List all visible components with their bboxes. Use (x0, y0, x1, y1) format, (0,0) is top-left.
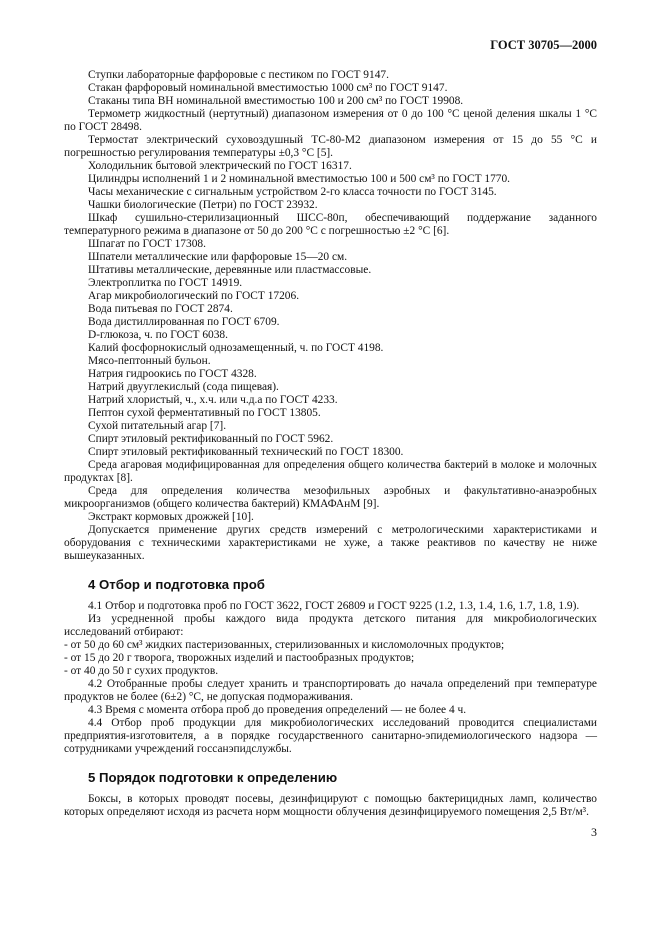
equipment-item: Электроплитка по ГОСТ 14919. (88, 277, 243, 289)
paragraph-sampling-intro: Из усредненной пробы каждого вида продукта детского питания для микробиологических исследований отбирают: (64, 613, 597, 638)
paragraph-4-1: 4.1 Отбор и подготовка проб по ГОСТ 3622, ГОСТ 26809 и ГОСТ 9225 (1.2, 1.3, 1.4, 1.6, 1.7, 1.8, 1.9). (88, 600, 580, 612)
equipment-item: Термометр жидкостный (нертутный) диапазоном измерения от 0 до 100 °С ценой деления шкалы 1 °С по ГОСТ 28498. (64, 108, 597, 133)
equipment-item: Шпатели металлические или фарфоровые 15—20 см. (88, 251, 348, 263)
equipment-item: Допускается применение других средств измерений с метрологическими характеристиками и оборудования с техническими характеристиками не хуже, а также реактивов по качеству не ниже вышеуказанных. (64, 524, 597, 562)
equipment-item: Вода питьевая по ГОСТ 2874. (88, 303, 233, 315)
paragraph-5-1: Боксы, в которых проводят посевы, дезинфицируют с помощью бактерицидных ламп, количество которых определяют исходя из расчета норм мощности облучения дезинфицируемого помещения 2,5 Вт/м³. (64, 793, 597, 818)
equipment-list (64, 69, 597, 563)
equipment-item: Шпагат по ГОСТ 17308. (88, 238, 206, 250)
paragraph-4-3: 4.3 Время с момента отбора проб до проведения определений — не более 4 ч. (88, 704, 467, 716)
equipment-item: Сухой питательный агар [7]. (88, 420, 227, 432)
equipment-item: Цилиндры исполнений 1 и 2 номинальной вместимостью 100 и 500 см³ по ГОСТ 1770. (88, 173, 511, 185)
equipment-item: Среда агаровая модифицированная для определения общего количества бактерий в молоке и молочных продуктах [8]. (64, 459, 597, 484)
equipment-item: Экстракт кормовых дрожжей [10]. (88, 511, 254, 523)
equipment-item: Термостат электрический суховоздушный ТС-80-М2 диапазоном измерения от 15 до 55 °С и погрешностью регулирования температуры ±0,3 °С [5]. (64, 134, 597, 159)
bullet-item: - от 50 до 60 см³ жидких пастеризованных, стерилизованных и кисломолочных продуктов; (64, 639, 505, 651)
equipment-item: Пептон сухой ферментативный по ГОСТ 13805. (88, 407, 321, 419)
equipment-item: Спирт этиловый ректификованный по ГОСТ 5962. (88, 433, 334, 445)
equipment-item: Чашки биологические (Петри) по ГОСТ 23932. (88, 199, 318, 211)
document-code: ГОСТ 30705—2000 (490, 38, 597, 52)
paragraph-4-2: 4.2 Отобранные пробы следует хранить и транспортировать до начала определений при температуре продуктов не более (6±2) °С, не допуская подмораживания. (64, 678, 597, 703)
equipment-item: Среда для определения количества мезофильных аэробных и факультативно-анаэробных микроорганизмов (общего количества бактерий) КМАФАнМ [9]. (64, 485, 597, 510)
paragraph-4-4: 4.4 Отбор проб продукции для микробиологических исследований проводится специалистами предприятия-изготовителя, а в порядке государственного санитарно-эпидемиологического надзора — сотрудниками учреждений госсанэпидслужбы. (64, 717, 597, 755)
equipment-item: Натрий хлористый, ч., х.ч. или ч.д.а по ГОСТ 4233. (88, 394, 338, 406)
equipment-item: Натрия гидроокись по ГОСТ 4328. (88, 368, 257, 380)
equipment-item: Мясо-пептонный бульон. (88, 355, 211, 367)
page-number: 3 (591, 825, 597, 839)
equipment-item: Натрий двууглекислый (сода пищевая). (88, 381, 279, 393)
equipment-item: Калий фосфорнокислый однозамещенный, ч. по ГОСТ 4198. (88, 342, 384, 354)
equipment-item: Шкаф сушильно-стерилизационный ШСС-80п, обеспечивающий поддержание заданного температурного режима в диапазоне от 50 до 200 °С с погрешностью ±2 °С [6]. (64, 212, 597, 237)
bullet-item: - от 40 до 50 г сухих продуктов. (64, 665, 219, 677)
equipment-item: Штативы металлические, деревянные или пластмассовые. (88, 264, 372, 276)
equipment-item: D-глюкоза, ч. по ГОСТ 6038. (88, 329, 228, 341)
equipment-item: Стаканы типа ВН номинальной вместимостью 100 и 200 см³ по ГОСТ 19908. (88, 95, 464, 107)
equipment-item: Агар микробиологический по ГОСТ 17206. (88, 290, 300, 302)
equipment-item: Холодильник бытовой электрический по ГОСТ 16317. (88, 160, 352, 172)
section-5-title: 5 Порядок подготовки к определению (88, 770, 338, 785)
body-text (64, 69, 597, 819)
equipment-item: Стакан фарфоровый номинальной вместимостью 1000 см³ по ГОСТ 9147. (88, 82, 448, 94)
equipment-item: Вода дистиллированная по ГОСТ 6709. (88, 316, 280, 328)
equipment-item: Ступки лабораторные фарфоровые с пестиком по ГОСТ 9147. (88, 69, 389, 81)
equipment-item: Часы механические с сигнальным устройством 2-го класса точности по ГОСТ 3145. (88, 186, 497, 198)
equipment-item: Спирт этиловый ректификованный технический по ГОСТ 18300. (88, 446, 404, 458)
bullet-item: - от 15 до 20 г творога, творожных изделий и пастообразных продуктов; (64, 652, 415, 664)
section-4-title: 4 Отбор и подготовка проб (88, 577, 265, 592)
